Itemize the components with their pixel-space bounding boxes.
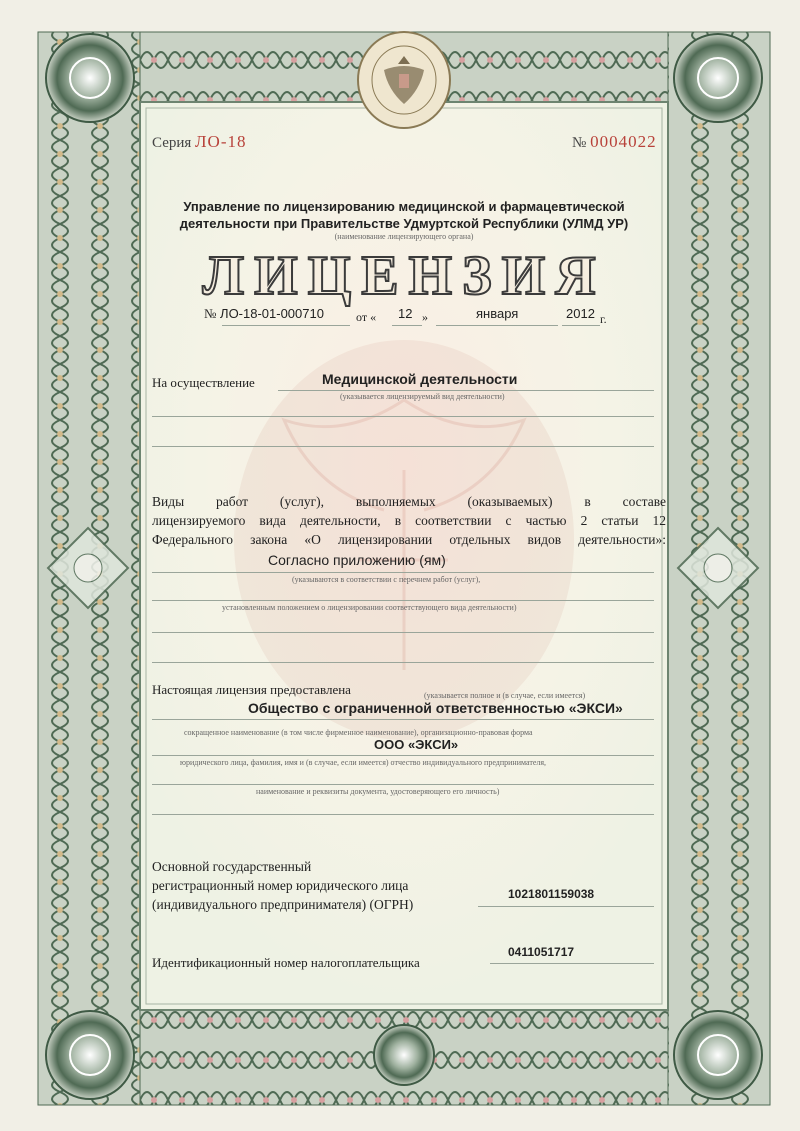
holder-caption-3: наименование и реквизиты документа, удостоверяющего его личность) (256, 787, 500, 796)
holder-short-name: ООО «ЭКСИ» (374, 737, 459, 752)
date-day-close: » (422, 310, 428, 324)
holder-full-name: Общество с ограниченной ответственностью «ЭКСИ» (248, 700, 623, 716)
license-year: 2012 (566, 306, 595, 321)
activity-caption: (указывается лицензируемый вид деятельности) (340, 392, 505, 401)
holder-caption-2: юридического лица, фамилия, имя и (в случае, если имеется) отчество индивидуального предпринимателя, (180, 758, 547, 767)
series-row (152, 132, 247, 152)
works-caption-2: установленным положением о лицензировании соответствующего вида деятельности) (222, 603, 517, 612)
corner-rosette-tl (46, 34, 134, 122)
ogrn-value: 1021801159038 (508, 887, 595, 901)
inn-value: 0411051717 (508, 945, 575, 959)
holder-caption-0: (указывается полное и (в случае, если имеется) (424, 691, 586, 700)
ogrn-line-3: (индивидуального предпринимателя) (ОГРН) (152, 897, 414, 912)
blank-number-label: № (572, 135, 587, 151)
license-number-row (204, 306, 324, 322)
works-line-1: Виды работ (услуг), выполняемых (оказываемых) в составе (152, 494, 666, 509)
authority-line-2: деятельности при Правительстве Удмуртской Республики (УЛМД УР) (179, 216, 629, 231)
authority-line-1: Управление по лицензированию медицинской и фармацевтической (183, 199, 625, 214)
license-day: 12 (398, 306, 413, 321)
works-line-3: Федерального закона «О лицензировании отдельных видов деятельности»: (152, 532, 666, 547)
works-caption-1: (указываются в соответствии с перечнем работ (услуг), (292, 575, 481, 584)
licensing-authority (140, 198, 668, 232)
license-month: января (476, 306, 519, 321)
ogrn-line-1: Основной государственный (152, 859, 312, 874)
license-number: ЛО-18-01-000710 (220, 306, 324, 321)
document-title: ЛИЦЕНЗИЯ (202, 245, 606, 307)
series-label: Серия (152, 135, 192, 151)
activity-value: Медицинской деятельности (322, 371, 518, 387)
works-paragraph (152, 492, 666, 549)
works-line-2: лицензируемого вида деятельности, в соответствии с частью 2 статьи 12 (152, 513, 666, 528)
holder-label: Настоящая лицензия предоставлена (152, 682, 351, 697)
holder-caption-1: сокращенное наименование (в том числе фирменное наименование), организационно-правовая форма (184, 728, 533, 737)
activity-label: На осуществление (152, 375, 255, 390)
license-no-label: № (204, 306, 217, 321)
series-value: ЛО-18 (195, 132, 247, 151)
ogrn-label (152, 857, 413, 914)
date-from-label: от « (356, 310, 377, 324)
authority-caption: (наименование лицензирующего органа) (334, 232, 474, 241)
ogrn-line-2: регистрационный номер юридического лица (152, 878, 409, 893)
works-value: Согласно приложению (ям) (268, 552, 446, 568)
blank-number-row (572, 132, 657, 152)
year-suffix: г. (600, 312, 607, 326)
inn-label: Идентификационный номер налогоплательщика (152, 955, 420, 970)
blank-number-value: 0004022 (590, 132, 657, 151)
